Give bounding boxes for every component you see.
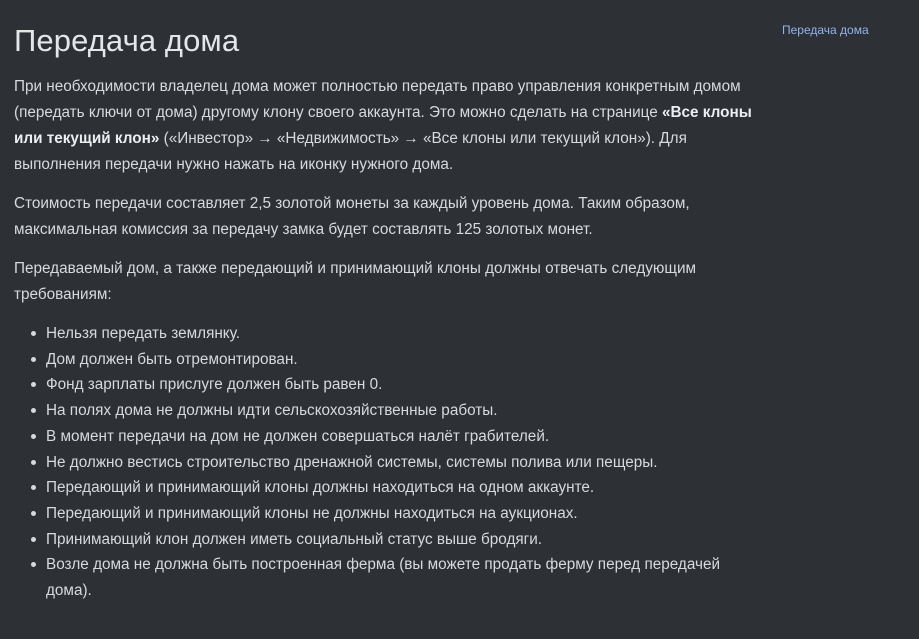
requirements-list [14, 321, 754, 604]
list-item: Передающий и принимающий клоны должны находиться на одном аккаунте. [46, 475, 754, 501]
intro-text-before: При необходимости владелец дома может полностью передать право управления конкретным домом (передать ключи от дома) другому клону своего аккаунта. Это можно сделать на странице [14, 78, 741, 121]
list-item: Фонд зарплаты прислуге должен быть равен 0. [46, 372, 754, 398]
article [14, 22, 754, 604]
list-item: На полях дома не должны идти сельскохозяйственные работы. [46, 398, 754, 424]
list-item: Дом должен быть отремонтирован. [46, 347, 754, 373]
list-item: В момент передачи на дом не должен совершаться налёт грабителей. [46, 424, 754, 450]
list-item: Передающий и принимающий клоны не должны находиться на аукционах. [46, 501, 754, 527]
intro-bold-page-name: «Все клоны или текущий клон» [14, 104, 752, 147]
cost-paragraph: Стоимость передачи составляет 2,5 золотой монеты за каждый уровень дома. Таким образом, максимальная комиссия за передачу замка будет составлять 125 золотых монет. [14, 195, 690, 238]
list-item: Принимающий клон должен иметь социальный статус выше бродяги. [46, 527, 754, 553]
requirements-intro-paragraph: Передаваемый дом, а также передающий и принимающий клоны должны отвечать следующим требованиям: [14, 260, 697, 303]
intro-text-after: («Инвестор» → «Недвижимость» → «Все клоны или текущий клон»). Для выполнения передачи нужно нажать на иконку нужного дома. [14, 130, 687, 173]
toc-link-house-transfer[interactable]: Передача дома [782, 23, 869, 37]
list-item: Нельзя передать землянку. [46, 321, 754, 347]
list-item: Возле дома не должна быть построенная ферма (вы можете продать ферму перед передачей дома). [46, 552, 754, 603]
page-title: Передача дома [14, 23, 240, 58]
list-item: Не должно вестись строительство дренажной системы, системы полива или пещеры. [46, 450, 754, 476]
intro-paragraph [14, 74, 754, 178]
